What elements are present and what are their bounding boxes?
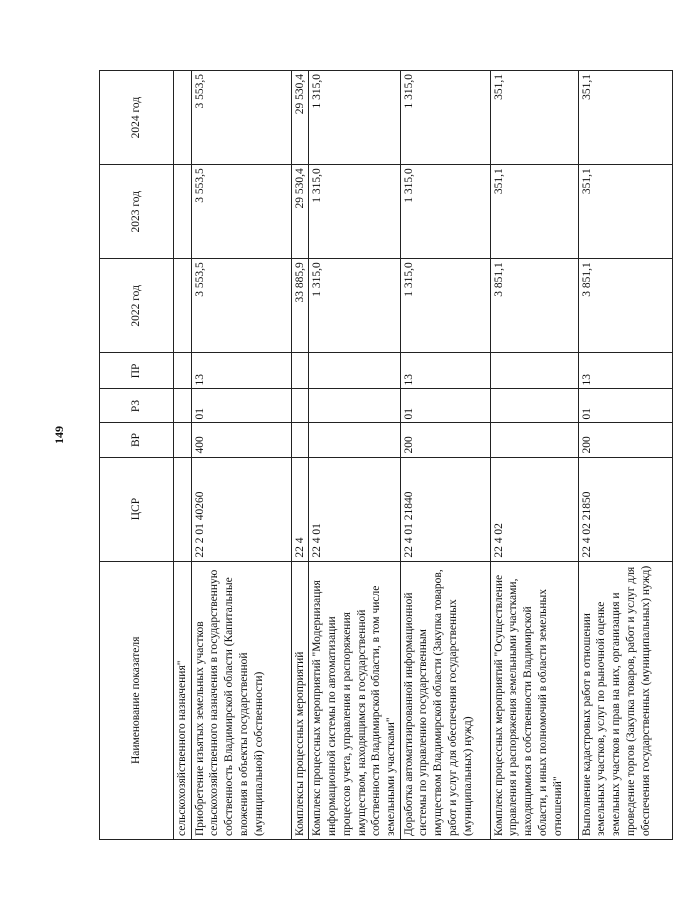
cell-2022 xyxy=(174,259,192,353)
cell-csr xyxy=(174,457,192,561)
header-pr: ПР xyxy=(100,353,174,389)
cell-csr: 22 2 01 40260 xyxy=(191,457,291,561)
cell-csr: 22 4 01 xyxy=(309,457,400,561)
header-2022: 2022 год xyxy=(100,259,174,353)
cell-2024: 1 315,0 xyxy=(400,71,490,165)
header-csr: ЦСР xyxy=(100,457,174,561)
cell-pr xyxy=(490,353,578,389)
cell-2024: 3 553,5 xyxy=(191,71,291,165)
header-2023: 2023 год xyxy=(100,165,174,259)
cell-vr: 200 xyxy=(578,423,672,457)
cell-csr: 22 4 02 21850 xyxy=(578,457,672,561)
cell-vr xyxy=(490,423,578,457)
cell-name: Приобретение изъятых земельных участков сельскохозяйственного назначения в государственную собственность Владимирской области (Капитальные вложения в объекты государственной (муниципальной) собственности) xyxy=(191,561,291,839)
cell-2022: 33 885,9 xyxy=(291,259,309,353)
cell-csr: 22 4 01 21840 xyxy=(400,457,490,561)
cell-pr xyxy=(174,353,192,389)
cell-vr xyxy=(291,423,309,457)
cell-rz xyxy=(309,389,400,423)
table-row xyxy=(309,71,400,840)
table-row xyxy=(191,71,291,840)
cell-2022: 3 851,1 xyxy=(578,259,672,353)
header-name: Наименование показателя xyxy=(100,561,174,839)
cell-2023: 1 315,0 xyxy=(400,165,490,259)
cell-name: сельскохозяйственного назначения" xyxy=(174,561,192,839)
cell-pr: 13 xyxy=(578,353,672,389)
table-row xyxy=(578,71,672,840)
cell-rz xyxy=(174,389,192,423)
cell-2022: 1 315,0 xyxy=(400,259,490,353)
table-row xyxy=(291,71,309,840)
cell-2023: 1 315,0 xyxy=(309,165,400,259)
cell-2023: 351,1 xyxy=(490,165,578,259)
cell-2022: 1 315,0 xyxy=(309,259,400,353)
cell-rz: 01 xyxy=(191,389,291,423)
cell-2024: 1 315,0 xyxy=(309,71,400,165)
cell-vr: 200 xyxy=(400,423,490,457)
cell-2024: 351,1 xyxy=(490,71,578,165)
cell-vr xyxy=(174,423,192,457)
table-row xyxy=(400,71,490,840)
cell-2022: 3 851,1 xyxy=(490,259,578,353)
cell-rz: 01 xyxy=(578,389,672,423)
cell-name: Выполнение кадастровых работ в отношении земельных участков, услуг по рыночной оценке земельных участков и прав на них, организация и проведение торгов (Закупка товаров, работ и услуг для обеспечения государственных (муниципальных) нужд) xyxy=(578,561,672,839)
budget-table xyxy=(99,70,673,840)
cell-rz: 01 xyxy=(400,389,490,423)
cell-pr xyxy=(291,353,309,389)
page-number: 149 xyxy=(52,426,66,444)
header-2024: 2024 год xyxy=(100,71,174,165)
header-rz: РЗ xyxy=(100,389,174,423)
cell-csr: 22 4 xyxy=(291,457,309,561)
cell-2023: 29 530,4 xyxy=(291,165,309,259)
cell-vr xyxy=(309,423,400,457)
cell-rz xyxy=(490,389,578,423)
cell-2023: 351,1 xyxy=(578,165,672,259)
cell-csr: 22 4 02 xyxy=(490,457,578,561)
table-row xyxy=(490,71,578,840)
cell-2024 xyxy=(174,71,192,165)
cell-2023: 3 553,5 xyxy=(191,165,291,259)
cell-pr xyxy=(309,353,400,389)
cell-name: Комплекс процессных мероприятий "Модернизация информационной системы по автоматизации процессов учета, управления и распоряжения имуществом, находящимся в государственной собственности Владимирской области, в том числе земельными участками" xyxy=(309,561,400,839)
cell-name: Доработка автоматизированной информационной системы по управлению государственным имуществом Владимирской области (Закупка товаров, работ и услуг для обеспечения государственных (муниципальных) нужд) xyxy=(400,561,490,839)
cell-2023 xyxy=(174,165,192,259)
cell-2024: 351,1 xyxy=(578,71,672,165)
cell-pr: 13 xyxy=(191,353,291,389)
cell-name: Комплексы процессных мероприятий xyxy=(291,561,309,839)
header-vr: ВР xyxy=(100,423,174,457)
cell-rz xyxy=(291,389,309,423)
table-header-row xyxy=(100,71,174,840)
cell-2024: 29 530,4 xyxy=(291,71,309,165)
cell-vr: 400 xyxy=(191,423,291,457)
cell-2022: 3 553,5 xyxy=(191,259,291,353)
cell-name: Комплекс процессных мероприятий "Осуществление управления и распоряжения земельными участками, находящимися в собственности Владимирской области, и иных полномочий в области земельных отношений" xyxy=(490,561,578,839)
table-row xyxy=(174,71,192,840)
cell-pr: 13 xyxy=(400,353,490,389)
